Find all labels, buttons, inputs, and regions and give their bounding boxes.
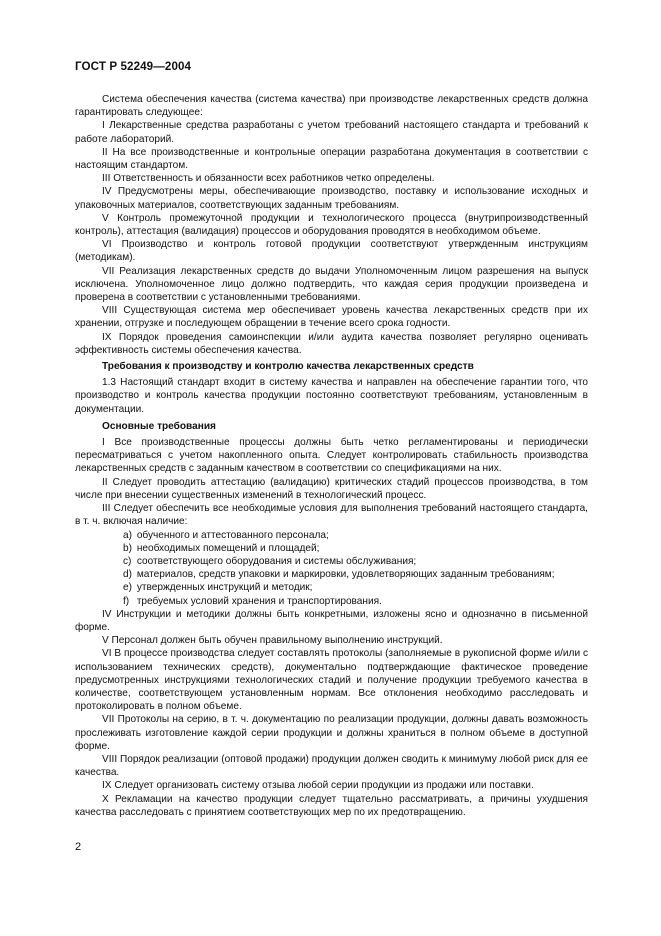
- requirement-item: X Рекламации на качество продукции следует тщательно рассматривать, а причины ухудшения качества расследовать с принятием соответствующих мер по их предотвращению.: [75, 793, 588, 818]
- sub-list-label: a): [123, 529, 132, 541]
- document-body: [75, 93, 588, 819]
- requirement-item: III Следует обеспечить все необходимые условия для выполнения требований настоящего стандарта, в т. ч. включая наличие:: [75, 503, 588, 528]
- intro-paragraph: Система обеспечения качества (система качества) при производстве лекарственных средств должна гарантировать следующее:: [75, 94, 588, 119]
- sub-list-label: c): [123, 555, 132, 567]
- requirement-item: VIII Порядок реализации (оптовой продажи) продукции должен сводить к минимуму любой риск для ее качества.: [75, 753, 588, 779]
- quality-item: VI Производство и контроль готовой продукции соответствуют утвержденным инструкциям (методикам).: [75, 239, 588, 264]
- sub-list-item: [123, 555, 588, 568]
- quality-item: VII Реализация лекарственных средств до выдачи Уполномоченным лицом разрешения на выпуск исключена. Уполномоченное лицо должно подтвердить, что каждая серия продукции произведена и проверена в соответствии с установленными требованиями.: [75, 265, 588, 304]
- sub-list-text: соответствующего оборудования и системы обслуживания;: [136, 555, 417, 567]
- document-header: ГОСТ Р 52249—2004: [75, 60, 192, 73]
- quality-item: IV Предусмотрены меры, обеспечивающие производство, поставку и использование исходных и упаковочных материалов, соответствующих заданным требованиям.: [75, 186, 588, 211]
- quality-item: VIII Существующая система мер обеспечивает уровень качества лекарственных средств при их хранении, отгрузке и последующем обращении в течение всего срока годности.: [75, 305, 588, 330]
- sub-list-item: [123, 542, 588, 555]
- requirement-item: I Все производственные процессы должны быть четко регламентированы и периодически пересматриваться с учетом накопленного опыта. Следует контролировать стабильность производства лекарственных средств с заданным качеством в соответствии со спецификациями на них.: [75, 437, 588, 475]
- quality-item: II На все производственные и контрольные операции разработана документация в соответствии с настоящим стандартом.: [75, 146, 588, 172]
- sub-list-text: материалов, средств упаковки и маркировки, удовлетворяющих заданным требованиям;: [136, 569, 555, 581]
- requirement-item: IX Следует организовать систему отзыва любой серии продукции из продажи или поставки.: [102, 780, 534, 792]
- requirement-item: VII Протоколы на серию, в т. ч. документацию по реализации продукции, должны давать возможность прослеживать изготовление каждой серии продукции и должны храниться в полном объеме в доступной форме.: [75, 714, 588, 752]
- sub-list-item: [123, 595, 588, 608]
- sub-list-text: необходимых помещений и площадей;: [136, 542, 320, 554]
- requirement-item: V Персонал должен быть обучен правильному выполнению инструкций.: [102, 635, 443, 647]
- sub-list-item: [123, 568, 588, 581]
- sub-list-text: требуемых условий хранения и транспортирования.: [136, 595, 382, 607]
- sub-list-text: утвержденных инструкций и методик;: [136, 582, 313, 594]
- requirement-item: IV Инструкции и методики должны быть конкретными, изложены ясно и однозначно в письменной форме.: [75, 608, 588, 633]
- requirement-item: VI В процессе производства следует составлять протоколы (заполняемые в рукописной форме и/или с использованием технических средств), документально подтверждающие фактическое проведение предусмотренных инструкциями технологических стадий и получение продукции требуемого качества в количестве, соответствующем установленным нормам. Все отклонения необходимо расследовать и протоколировать в полном объеме.: [75, 648, 588, 713]
- quality-item: V Контроль промежуточной продукции и технологического процесса (внутрипроизводственный контроль), аттестация (валидация) процессов и оборудования проводятся в необходимом объеме.: [75, 212, 588, 238]
- sub-list-text: обученного и аттестованного персонала;: [136, 529, 329, 541]
- section-heading: Требования к производству и контролю качества лекарственных средств: [102, 361, 474, 373]
- sub-list-item: [123, 529, 588, 542]
- quality-item: I Лекарственные средства разработаны с учетом требований настоящего стандарта и требований к работе лабораторий.: [75, 120, 588, 145]
- sub-list-label: d): [123, 569, 132, 581]
- sub-list-label: f): [123, 595, 130, 607]
- sub-list-item: [123, 581, 588, 594]
- quality-item: III Ответственность и обязанности всех работников четко определены.: [102, 173, 435, 185]
- sub-list-label: e): [123, 582, 132, 594]
- page-number: 2: [75, 841, 82, 853]
- sub-list-label: b): [123, 542, 132, 554]
- quality-item: IX Порядок проведения самоинспекции и/или аудита качества позволяет регулярно оценивать эффективность системы обеспечения качества.: [75, 331, 588, 356]
- clause-1-3: 1.3 Настоящий стандарт входит в систему качества и направлен на обеспечение гарантии того, что производство и контроль качества продукции постоянно соответствуют требованиям, установленным в документации.: [75, 377, 588, 415]
- requirement-item: II Следует проводить аттестацию (валидацию) критических стадий процессов производства, в том числе при внесении существенных изменений в технологический процесс.: [75, 476, 588, 501]
- basic-requirements-heading: Основные требования: [102, 420, 216, 432]
